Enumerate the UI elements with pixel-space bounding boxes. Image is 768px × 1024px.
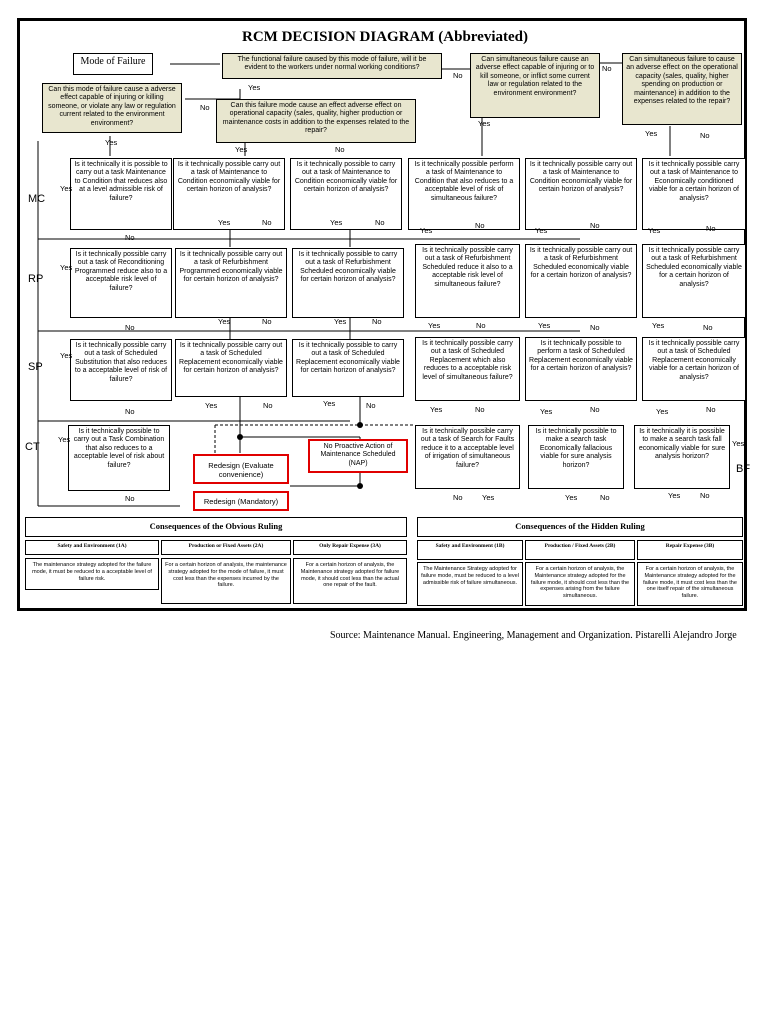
label-no: No (600, 493, 610, 502)
label-no: No (262, 317, 272, 326)
label-yes: Yes (428, 321, 441, 330)
label-no: No (590, 323, 600, 332)
obvious-col-1A: Safety and Environment (1A) (25, 540, 159, 555)
hidden-desc-2B: For a certain horizon of analysis, the Maintenance strategy adopted for the failure mode, it should cost less than the expenses arising from the failure simultaneous. (525, 562, 635, 606)
label-yes: Yes (652, 321, 665, 330)
label-yes: Yes (330, 218, 343, 227)
source-citation: Source: Maintenance Manual. Engineering, Management and Organization. Pistarelli Alejandro Jorge (330, 630, 737, 641)
label-yes: Yes (668, 491, 681, 500)
label-yes: Yes (218, 218, 231, 227)
row-label-rp: RP (28, 273, 44, 285)
redesign-evaluate-box: Redesign (Evaluate convenience) (193, 454, 289, 484)
label-yes: Yes (535, 226, 548, 235)
label-no: No (125, 323, 135, 332)
label-yes: Yes (60, 351, 73, 360)
sp-question-2: Is it technically possible carry out a task of Scheduled Replacement economically viable for certain horizon of analysis? (175, 339, 287, 397)
mc-question-3: Is it technically possible to carry out a task of Maintenance to Condition economically viable for certain horizon of analysis? (290, 158, 402, 230)
sp-question-3: Is it technically possible to carry out a task of Scheduled Replacement economically viable for certain horizon of analysis? (292, 339, 404, 397)
diagram-frame (17, 18, 751, 611)
rp-question-1: Is it technically possible carry out a task of Reconditioning Programmed reduce also to a acceptable risk level of failure? (70, 248, 172, 318)
bf-question-3: Is it technically it is possible to make a search task fall economically viable for sure analysis horizon? (634, 425, 730, 489)
label-no: No (706, 405, 716, 414)
label-yes: Yes (235, 145, 248, 154)
rp-question-4: Is it technically possible carry out a task of Refurbishment Scheduled reduce it also to a acceptable risk level of simultaneous failure? (415, 244, 520, 318)
label-yes: Yes (60, 184, 73, 193)
label-no: No (590, 221, 600, 230)
bf-question-1: Is it technically possible carry out a task of Search for Faults reduce it to a acceptable level of irrigation of simultaneous failure? (415, 425, 520, 489)
label-yes: Yes (105, 138, 118, 147)
question-effect: Can this failure mode cause an effect adverse effect on operational capacity (sales, quality, higher production or maintenance costs in addition to the expenses related to the repair? (216, 99, 416, 143)
label-yes: Yes (60, 263, 73, 272)
label-yes: Yes (420, 226, 433, 235)
row-label-bf: BF (736, 463, 751, 475)
label-no: No (372, 317, 382, 326)
row-label-sp: SP (28, 361, 43, 373)
mc-question-2: Is it technically possible carry out a task of Maintenance to Condition economically viable for certain horizon of analysis? (173, 158, 285, 230)
label-no: No (453, 493, 463, 502)
hidden-consequences-header: Consequences of the Hidden Ruling (417, 517, 743, 537)
label-yes: Yes (218, 317, 231, 326)
question-simultaneous-capacity: Can simultaneous failure to cause an adverse effect on the operational capacity (sales, quality, higher spending on production or maintenance) in addition to the expenses related to the repair? (622, 53, 742, 125)
label-no: No (263, 401, 273, 410)
label-yes: Yes (565, 493, 578, 502)
label-yes: Yes (538, 321, 551, 330)
obvious-desc-2A: For a certain horizon of analysis, the maintenance strategy adopted for the mode of failure, it must cost less than the expenses incurred by the failure. (161, 558, 291, 604)
label-yes: Yes (430, 405, 443, 414)
label-yes: Yes (58, 435, 71, 444)
label-no: No (262, 218, 272, 227)
ct-question: Is it technically possible to carry out a Task Combination that also reduces to a acceptable level of risk about failure? (68, 425, 170, 491)
label-yes: Yes (648, 226, 661, 235)
label-yes: Yes (334, 317, 347, 326)
obvious-desc-3A: For a certain horizon of analysis, the Maintenance strategy adopted for failure mode, it should cost less than the actual one repair of the fault. (293, 558, 407, 604)
rp-question-5: Is it technically possible carry out a task of Refurbishment Scheduled economically viable for a certain horizon of analysis? (525, 244, 637, 318)
question-evident: The functional failure caused by this mode of failure, will it be evident to the workers under normal working conditions? (222, 53, 442, 79)
rp-question-3: Is it technically possible to carry out a task of Refurbishment Scheduled economically viable for certain horizon of analysis? (292, 248, 404, 318)
label-yes: Yes (323, 399, 336, 408)
obvious-col-3A: Only Repair Expense (3A) (293, 540, 407, 555)
label-no: No (475, 405, 485, 414)
label-no: No (125, 407, 135, 416)
label-yes: Yes (205, 401, 218, 410)
hidden-col-3B: Repair Expense (3B) (637, 540, 743, 560)
label-no: No (590, 405, 600, 414)
bf-question-2: Is it technically possible to make a search task Economically fallacious viable for sure analysis horizon? (528, 425, 624, 489)
label-no: No (700, 491, 710, 500)
mc-question-1: Is it technically it is possible to carry out a task Maintenance to Condition that reduces also at a level admissible risk of failure? (70, 158, 172, 230)
label-no: No (476, 321, 486, 330)
label-no: No (602, 64, 612, 73)
obvious-desc-1A: The maintenance strategy adopted for the failure mode, it must be reduced to a acceptable level of failure risk. (25, 558, 159, 590)
label-no: No (366, 401, 376, 410)
label-yes: Yes (540, 407, 553, 416)
mode-of-failure-box: Mode of Failure (73, 53, 153, 75)
question-simultaneous-safety: Can simultaneous failure cause an adverse effect capable of injuring or to kill someone, or inflict some current law or regulation related to the environment environment? (470, 53, 600, 118)
label-yes: Yes (478, 119, 491, 128)
nap-action-box: No Proactive Action of Maintenance Scheduled (NAP) (308, 439, 408, 473)
sp-question-1: Is it technically possible carry out a task of Scheduled Substitution that also reduces to a acceptable level of risk of failure? (70, 339, 172, 401)
obvious-col-2A: Production or Fixed Assets (2A) (161, 540, 291, 555)
label-no: No (375, 218, 385, 227)
label-yes: Yes (732, 439, 745, 448)
redesign-mandatory-box: Redesign (Mandatory) (193, 491, 289, 511)
diagram-title: RCM DECISION DIAGRAM (Abbreviated) (242, 29, 528, 45)
mc-question-4: Is it technically possible perform a task of Maintenance to Condition that also reduces to a acceptable level of risk of simultaneous failure? (408, 158, 520, 230)
label-no: No (125, 233, 135, 242)
hidden-col-1B: Safety and Environment (1B) (417, 540, 523, 560)
label-no: No (125, 494, 135, 503)
obvious-consequences-header: Consequences of the Obvious Ruling (25, 517, 407, 537)
label-yes: Yes (645, 129, 658, 138)
mc-question-6: Is it technically possible carry out a task of Maintenance to Economically conditioned viable for a certain horizon of analysis? (642, 158, 746, 230)
label-yes: Yes (656, 407, 669, 416)
label-no: No (700, 131, 710, 140)
label-no: No (335, 145, 345, 154)
label-no: No (200, 103, 210, 112)
hidden-desc-3B: For a certain horizon of analysis, the Maintenance strategy adopted for the failure mode, it must cost less than the one itself repair of the simultaneous failure. (637, 562, 743, 606)
rp-question-2: Is it technically possible carry out a task of Refurbishment Programmed economically viable for certain horizon of analysis? (175, 248, 287, 318)
label-no: No (706, 224, 716, 233)
label-yes: Yes (248, 83, 261, 92)
row-label-ct: CT (25, 441, 40, 453)
hidden-col-2B: Production / Fixed Assets (2B) (525, 540, 635, 560)
label-no: No (475, 221, 485, 230)
label-no: No (703, 323, 713, 332)
label-no: No (453, 71, 463, 80)
hidden-desc-1B: The Maintenance Strategy adopted for failure mode, must be reduced to a level admissible risk of failure simultaneous. (417, 562, 523, 606)
question-safety: Can this mode of failure cause a adverse effect capable of injuring or killing someone, or violate any law or regulation current related to the environment environment? (42, 83, 182, 133)
row-label-mc: MC (28, 193, 46, 205)
sp-question-5: Is it technically possible to perform a task of Scheduled Replacement economically viable for a certain horizon of analysis? (525, 337, 637, 401)
sp-question-4: Is it technically possible carry out a task of Scheduled Replacement which also reduces to a acceptable risk level of simultaneous failure? (415, 337, 520, 401)
sp-question-6: Is it technically possible carry out a task of Scheduled Replacement economically viable for a certain horizon of analysis? (642, 337, 746, 401)
rp-question-6: Is it technically possible carry out a task of Refurbishment Scheduled economically viable for a certain horizon of analysis? (642, 244, 746, 318)
mc-question-5: Is it technically possible carry out a task of Maintenance to Condition economically viable for certain horizon of analysis? (525, 158, 637, 230)
label-yes: Yes (482, 493, 495, 502)
